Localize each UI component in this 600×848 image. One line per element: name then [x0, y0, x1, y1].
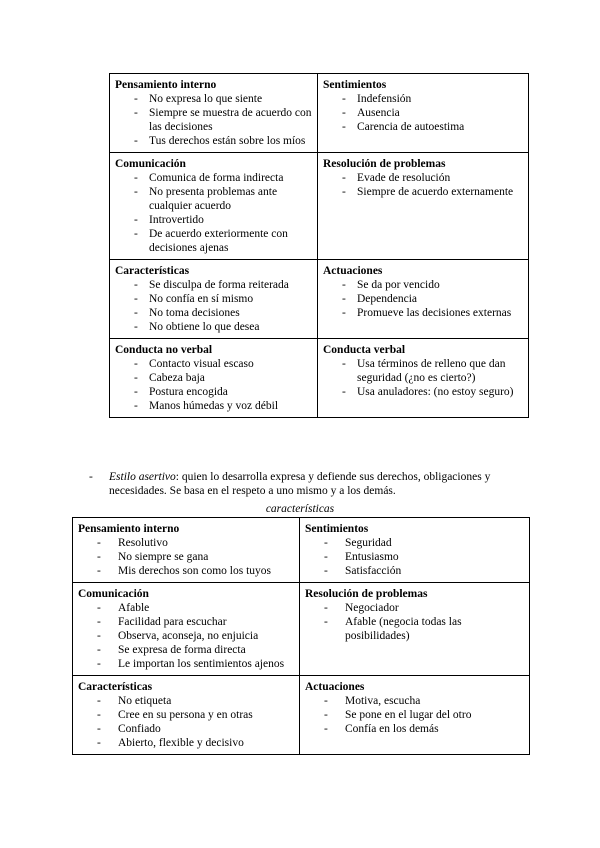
- table-row: [110, 260, 529, 339]
- cell-list: [115, 92, 312, 148]
- asertivo-style-table: [72, 517, 530, 755]
- bullet-dash: -: [89, 471, 93, 483]
- cell-list: [323, 92, 523, 134]
- list-item: - Siempre de acuerdo externamente: [323, 185, 523, 199]
- list-item: - Postura encogida: [115, 385, 312, 399]
- cell-list: [78, 694, 294, 750]
- cell-list: [305, 694, 524, 736]
- table-caption: características: [265, 503, 335, 515]
- cell-heading: Resolución de problemas: [305, 588, 428, 600]
- list-item: - Confiado: [78, 722, 294, 736]
- cell-caracteristicas: [110, 260, 318, 339]
- list-item: - Resolutivo: [78, 536, 294, 550]
- list-item: - Ausencia: [323, 106, 523, 120]
- list-item: - Motiva, escucha: [305, 694, 524, 708]
- cell-heading: Conducta no verbal: [115, 344, 213, 356]
- list-item: - Contacto visual escaso: [115, 357, 312, 371]
- cell-list: [323, 357, 523, 399]
- table2-body: [73, 518, 530, 755]
- cell-resolucion-de-problemas: [300, 583, 530, 676]
- cell-caracteristicas: [73, 676, 300, 755]
- cell-comunicacion: [73, 583, 300, 676]
- list-item: - No confía en sí mismo: [115, 292, 312, 306]
- table-row: [110, 74, 529, 153]
- list-item: - Cree en su persona y en otras: [78, 708, 294, 722]
- cell-actuaciones: [300, 676, 530, 755]
- cell-list: [78, 601, 294, 671]
- list-item: - Se da por vencido: [323, 278, 523, 292]
- asertivo-description: : quien lo desarrolla expresa y defiende sus derechos, obligaciones y necesidades. Se basa en el respeto a uno mismo y a los demás.: [109, 471, 491, 497]
- list-item: - No presenta problemas ante cualquier acuerdo: [115, 185, 312, 213]
- list-item: - Tus derechos están sobre los míos: [115, 134, 312, 148]
- table-row: [73, 518, 530, 583]
- cell-list: [115, 171, 312, 255]
- cell-heading: Comunicación: [115, 158, 186, 170]
- cell-heading: Pensamiento interno: [78, 523, 180, 535]
- list-item: - Afable: [78, 601, 294, 615]
- cell-comunicacion: [110, 153, 318, 260]
- list-item: - Negociador: [305, 601, 524, 615]
- list-item: - Siempre se muestra de acuerdo con las decisiones: [115, 106, 312, 134]
- cell-resolucion-de-problemas: [318, 153, 529, 260]
- cell-heading: Sentimientos: [305, 523, 369, 535]
- cell-list: [115, 357, 312, 413]
- list-item: - Comunica de forma indirecta: [115, 171, 312, 185]
- list-item: - Afable (negocia todas las posibilidades): [305, 615, 524, 643]
- list-item: - Usa anuladores: (no estoy seguro): [323, 385, 523, 399]
- cell-heading: Conducta verbal: [323, 344, 406, 356]
- cell-list: [305, 536, 524, 578]
- list-item: - Usa términos de relleno que dan seguridad (¿no es cierto?): [323, 357, 523, 385]
- list-item: - De acuerdo exteriormente con decisiones ajenas: [115, 227, 312, 255]
- list-item: - Introvertido: [115, 213, 312, 227]
- list-item: - Seguridad: [305, 536, 524, 550]
- asertivo-term: Estilo asertivo: [109, 471, 176, 483]
- cell-conducta-no-verbal: [110, 339, 318, 418]
- cell-heading: Características: [78, 681, 153, 693]
- cell-heading: Actuaciones: [305, 681, 365, 693]
- cell-heading: Sentimientos: [323, 79, 387, 91]
- cell-heading: Resolución de problemas: [323, 158, 446, 170]
- list-item: - Carencia de autoestima: [323, 120, 523, 134]
- cell-list: [115, 278, 312, 334]
- list-item: - Facilidad para escuchar: [78, 615, 294, 629]
- list-item: - No expresa lo que siente: [115, 92, 312, 106]
- cell-heading: Pensamiento interno: [115, 79, 217, 91]
- table-row: [110, 339, 529, 418]
- list-item: - Abierto, flexible y decisivo: [78, 736, 294, 750]
- cell-actuaciones: [318, 260, 529, 339]
- list-item: - No siempre se gana: [78, 550, 294, 564]
- cell-list: [323, 278, 523, 320]
- table-row: [73, 676, 530, 755]
- cell-list: [305, 601, 524, 643]
- pasivo-style-table: [109, 73, 529, 418]
- cell-pensamiento-interno: [110, 74, 318, 153]
- cell-sentimientos: [300, 518, 530, 583]
- list-item: - Cabeza baja: [115, 371, 312, 385]
- table1-body: [110, 74, 529, 418]
- list-item: - Manos húmedas y voz débil: [115, 399, 312, 413]
- list-item: - Observa, aconseja, no enjuicia: [78, 629, 294, 643]
- cell-heading: Actuaciones: [323, 265, 383, 277]
- list-item: - Mis derechos son como los tuyos: [78, 564, 294, 578]
- list-item: - Se pone en el lugar del otro: [305, 708, 524, 722]
- cell-list: [78, 536, 294, 578]
- list-item: - Le importan los sentimientos ajenos: [78, 657, 294, 671]
- list-item: - No etiqueta: [78, 694, 294, 708]
- list-item: - Promueve las decisiones externas: [323, 306, 523, 320]
- cell-conducta-verbal: [318, 339, 529, 418]
- list-item: - Satisfacción: [305, 564, 524, 578]
- list-item: - Dependencia: [323, 292, 523, 306]
- cell-list: [323, 171, 523, 199]
- table-row: [110, 153, 529, 260]
- list-item: - Evade de resolución: [323, 171, 523, 185]
- list-item: - Confía en los demás: [305, 722, 524, 736]
- cell-pensamiento-interno: [73, 518, 300, 583]
- cell-heading: Características: [115, 265, 190, 277]
- list-item: - Entusiasmo: [305, 550, 524, 564]
- cell-sentimientos: [318, 74, 529, 153]
- list-item: - Se expresa de forma directa: [78, 643, 294, 657]
- list-item: - Indefensión: [323, 92, 523, 106]
- asertivo-paragraph: [89, 470, 529, 498]
- list-item: - Se disculpa de forma reiterada: [115, 278, 312, 292]
- table-row: [73, 583, 530, 676]
- list-item: - No obtiene lo que desea: [115, 320, 312, 334]
- list-item: - No toma decisiones: [115, 306, 312, 320]
- cell-heading: Comunicación: [78, 588, 149, 600]
